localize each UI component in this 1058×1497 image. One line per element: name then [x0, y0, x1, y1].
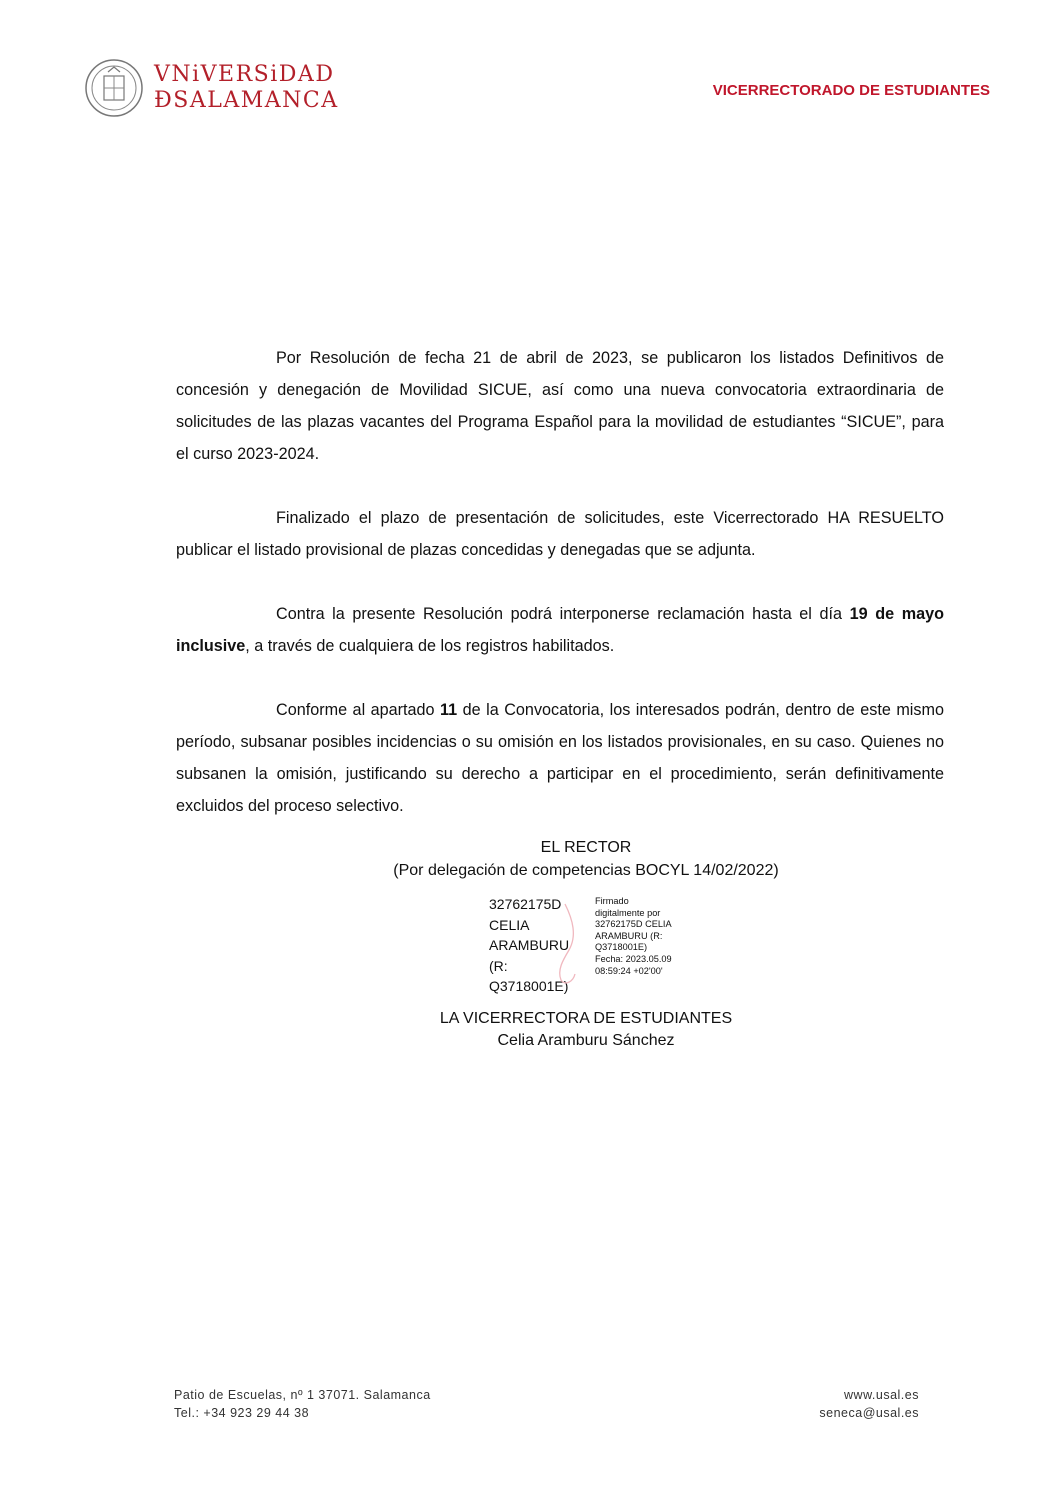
paragraph-4-text-a: Conforme al apartado [276, 701, 441, 719]
signature-meta-line: 32762175D CELIA [595, 919, 672, 930]
university-seal-icon [84, 58, 144, 118]
deadline-date: 19 de mayo inclusive [176, 605, 944, 655]
logo-line-2: ÐSALAMANCA [154, 88, 339, 113]
vice-rector-name: Celia Aramburu Sánchez [497, 1032, 675, 1049]
signature-meta-line: 08:59:24 +02'00' [595, 965, 663, 976]
resolution-body [176, 342, 944, 854]
paragraph-3-text-b: , a través de cualquiera de los registros habilitados. [245, 637, 615, 655]
paragraph-4 [176, 694, 944, 822]
footer-address-block [174, 1386, 431, 1422]
section-number: 11 [440, 701, 458, 719]
footer-email-link[interactable]: seneca@usal.es [819, 1406, 919, 1420]
signature-meta-line: ARAMBURU (R: [595, 930, 663, 941]
signature-meta-line: Firmado [595, 896, 629, 906]
footer-address: Patio de Escuelas, nº 1 37071. Salamanca [174, 1388, 431, 1402]
vice-rector-title: LA VICERRECTORA DE ESTUDIANTES [439, 1010, 733, 1027]
paragraph-2: Finalizado el plazo de presentación de solicitudes, este Vicerrectorado HA RESUELTO publicar el listado provisional de plazas concedidas y denegadas que se adjunta. [176, 509, 944, 559]
vice-rector-block [176, 1008, 996, 1052]
paragraph-1: Por Resolución de fecha 21 de abril de 2023, se publicaron los listados Definitivos de concesión y denegación de Movilidad SICUE, así como una nueva convocatoria extraordinaria de solicitudes de las plazas vacantes del Programa Español para la movilidad de estudiantes “SICUE”, para el curso 2023-2024. [176, 349, 944, 463]
rector-signature-block [176, 836, 996, 882]
logo-line-1: VNiVERSiDAD [154, 62, 335, 87]
university-logo [84, 58, 339, 118]
signature-name-line: CELIA [489, 916, 530, 933]
paragraph-3 [176, 598, 944, 662]
signature-name-line: ARAMBURU [489, 937, 570, 953]
footer-phone: Tel.: +34 923 29 44 38 [174, 1406, 310, 1420]
digital-signature [489, 894, 699, 1004]
signature-meta-line: digitalmente por [595, 907, 661, 918]
rector-title: EL RECTOR [540, 839, 632, 856]
signature-metadata [595, 896, 705, 977]
signature-meta-line: Fecha: 2023.05.09 [595, 953, 672, 964]
signature-flourish-icon [551, 900, 585, 990]
signature-name-line: (R: [489, 957, 508, 974]
footer-web-link[interactable]: www.usal.es [844, 1388, 919, 1402]
footer-contact-block [819, 1386, 919, 1422]
delegation-note: (Por delegación de competencias BOCYL 14/02/2022) [393, 862, 779, 879]
signature-meta-line: Q3718001E) [595, 942, 648, 953]
signature-name-line: Q3718001E) [489, 978, 569, 994]
paragraph-4-text-b: de la Convocatoria, los interesados podrán, dentro de este mismo período, subsanar posibles incidencias o su omisión en los listados provisionales, en su caso. Quienes no subsanen la omisión, justificando su derecho a participar en el procedimiento, serán definitivamente excluidos del proceso selectivo. [176, 701, 944, 815]
paragraph-3-text-a: Contra la presente Resolución podrá interponerse reclamación hasta el día [276, 605, 850, 623]
university-wordmark [154, 62, 339, 114]
department-heading: VICERRECTORADO DE ESTUDIANTES [712, 82, 990, 99]
signature-name-line: 32762175D [489, 896, 562, 912]
